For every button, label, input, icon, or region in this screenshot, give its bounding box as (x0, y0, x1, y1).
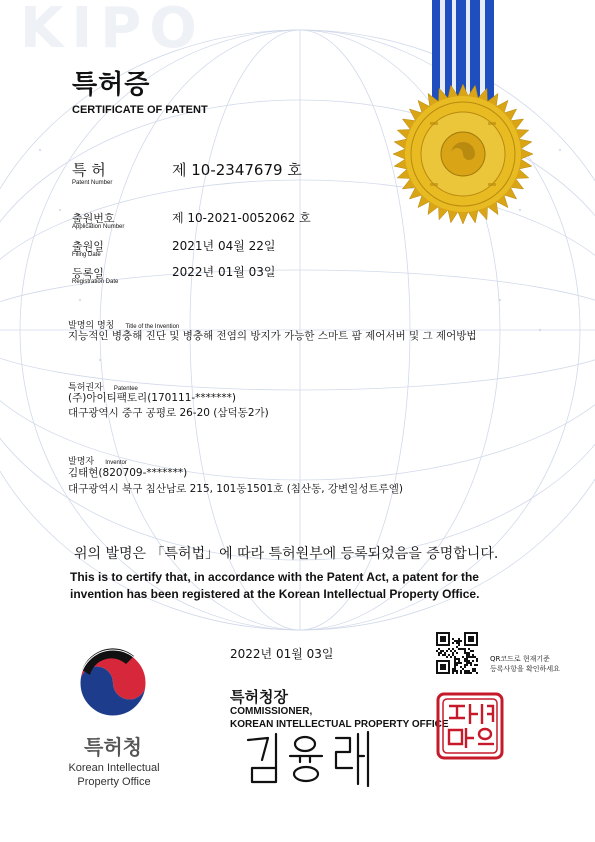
patent-number-label-en: Patent Number (72, 180, 113, 186)
application-number-label: 출원번호 (72, 212, 115, 225)
certification-statement-ko: 위의 발명은 「특허법」에 따라 특허원부에 등록되었음을 증명합니다. (74, 546, 499, 562)
agency-name-en-line1: Korean Intellectual (68, 762, 160, 774)
watermark-text: KIPO (20, 0, 205, 61)
registration-date-value: 2022년 01월 03일 (172, 265, 276, 279)
patentee-address: 대구광역시 중구 공평로 26-20 (삼덕동2가) (68, 407, 269, 419)
patent-number-value: 제 10-2347679 호 (172, 161, 302, 179)
filing-date-label-en: Filing Date (72, 252, 101, 258)
commissioner-title-ko: 특허청장 (230, 688, 288, 706)
agency-name-en-line2: Property Office (77, 776, 151, 788)
registration-date-label: 등록일 (72, 267, 104, 280)
patentee-label: 특허권자 (68, 383, 103, 393)
invention-label: 발명의 명칭 (68, 321, 115, 331)
patent-number-label: 특 허 (72, 161, 106, 179)
agency-name-ko: 특허청 (84, 735, 142, 759)
registration-date-label-en: Registration Date (72, 279, 119, 285)
inventor-label: 발명자 (68, 457, 95, 467)
filing-date-label: 출원일 (72, 240, 104, 253)
certification-statement-en-line1: This is to certify that, in accordance with the Patent Act, a patent for the (70, 570, 479, 584)
application-number-label-en: Application Number (72, 224, 125, 230)
inventor-address: 대구광역시 북구 침산남로 215, 101동1501호 (침산동, 강변일성트루엘) (68, 483, 403, 495)
certification-statement-en-line2: invention has been registered at the Korean Intellectual Property Office. (70, 587, 480, 601)
invention-label-en: Title of the Invention (125, 324, 180, 330)
invention-title-value: 지능적인 병충해 진단 및 병충해 전염의 방지가 가능한 스마트 팜 제어서버 및 그 제어방법 (68, 330, 477, 342)
qr-note-line2: 등록사항을 확인하세요 (490, 665, 560, 673)
certificate-title-en: CERTIFICATE OF PATENT (72, 104, 208, 116)
inventor-label-en: Inventor (105, 460, 127, 466)
issue-date: 2022년 01월 03일 (230, 647, 334, 661)
qr-note-line1: QR코드로 현재기준 (490, 655, 550, 663)
certificate-title: 특허증 (72, 70, 151, 100)
inventor-name: 김태현(820709-*******) (68, 467, 188, 479)
filing-date-value: 2021년 04월 22일 (172, 239, 276, 253)
application-number-value: 제 10-2021-0052062 호 (172, 211, 311, 225)
commissioner-title-en-line2: KOREAN INTELLECTUAL PROPERTY OFFICE (230, 719, 449, 730)
commissioner-title-en-line1: COMMISSIONER, (230, 706, 313, 717)
patentee-name: (주)아이티팩토리(170111-*******) (68, 392, 237, 404)
patentee-label-en: Patentee (113, 386, 138, 392)
